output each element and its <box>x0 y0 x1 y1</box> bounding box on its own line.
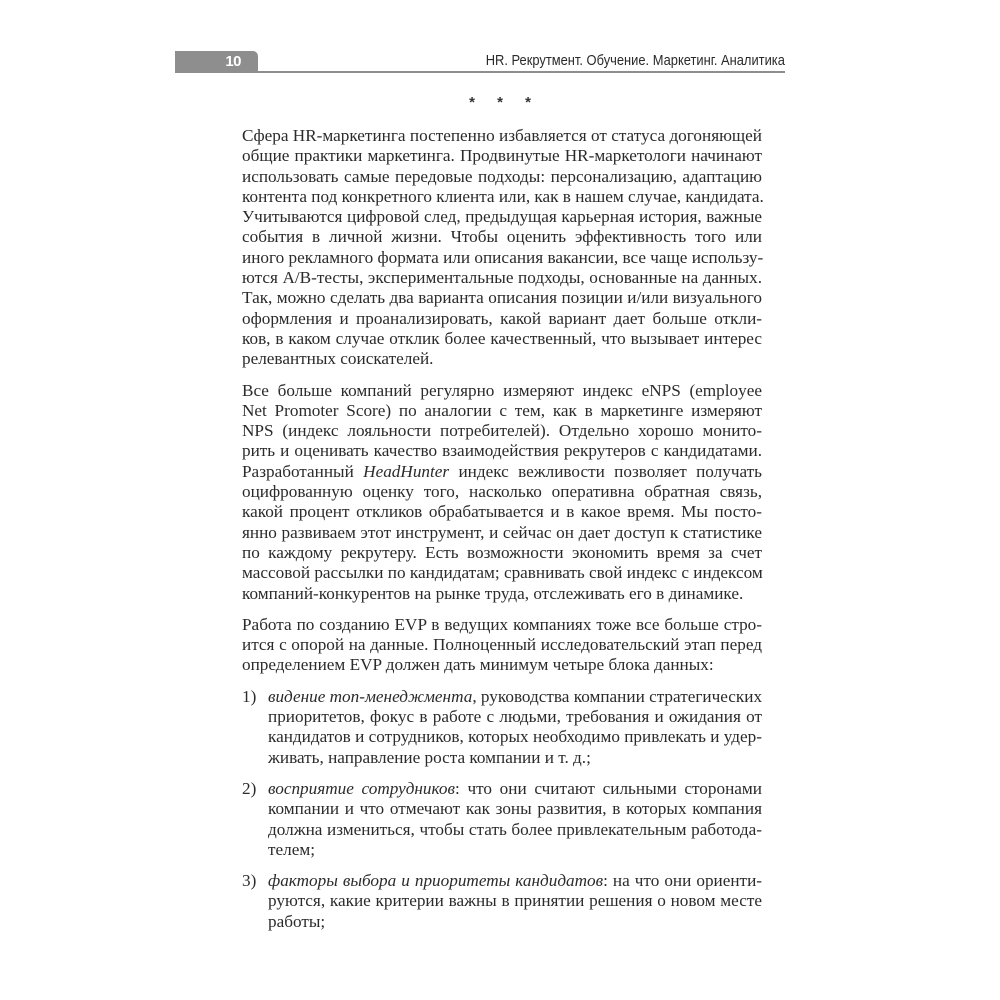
text-line: по каждому рекрутеру. Есть возможности экономить время за счет <box>242 542 762 562</box>
running-title: HR. Рекрутмент. Обучение. Маркетинг. Аналитика <box>485 52 785 69</box>
text-line: ются A/B-тесты, экспериментальные подходы, основанные на данных. <box>242 268 762 288</box>
text-line <box>268 871 762 891</box>
text-line: события в личной жизни. Чтобы оценить эффективность того или <box>242 227 762 247</box>
text-line: использовать самые передовые подходы: персонализацию, адаптацию <box>242 166 762 186</box>
text-line <box>268 687 762 707</box>
text-line: приоритетов, фокус в работе с людьми, требования и ожидания от <box>268 707 762 727</box>
text-line: общие практики маркетинга. Продвинутые HR-маркетологи начинают <box>242 146 762 166</box>
text-run: , руководства компании стратегических <box>472 686 763 706</box>
text-line: иного рекламного формата или описания вакансии, все чаще использу- <box>242 247 764 267</box>
text-line: определением EVP должен дать минимум четыре блока данных: <box>242 655 714 675</box>
text-line: Так, можно сделать два варианта описания позиции и/или визуального <box>242 288 762 308</box>
section-separator: * * * <box>469 94 540 111</box>
text-line: массовой рассылки по кандидатам; сравнивать свой индекс с индексом <box>242 563 763 583</box>
page-number: 10 <box>175 51 258 72</box>
text-line: Net Promoter Score) по аналогии с тем, как в маркетинге измеряют <box>242 400 762 420</box>
text-line: ков, в каком случае отклик более качественный, что вызывает интерес <box>242 328 762 348</box>
list-number: 2) <box>242 778 257 798</box>
text-line: Сфера HR-маркетинга постепенно избавляется от статуса догоняющей <box>242 126 762 145</box>
text-line: руются, какие критерии важны в принятии решения о новом месте <box>268 891 762 911</box>
list-item <box>242 687 762 768</box>
text-line: работы; <box>268 911 326 931</box>
text-line: NPS (индекс лояльности потребителей). Отдельно хорошо монито- <box>242 421 762 441</box>
text-line: оформления и проанализировать, какой вариант дает больше откли- <box>242 308 762 328</box>
text-line: живать, направление роста компании и т. д.; <box>268 747 591 767</box>
list-item <box>242 871 762 932</box>
text-line: Учитываются цифровой след, предыдущая карьерная история, важные <box>242 207 762 227</box>
text-run: индекс вежливости позволяет получать <box>449 461 762 481</box>
text-line: компании и что отмечают как зоны развития, в которых компания <box>268 799 762 819</box>
text-line: кандидатов и сотрудников, которых необходимо привлекать и удер- <box>268 727 762 747</box>
text-line: оцифрованную оценку того, насколько оперативна обратная связь, <box>242 482 762 502</box>
text-line: телем; <box>268 839 315 859</box>
text-line: должна измениться, чтобы стать более привлекательным работода- <box>268 819 762 839</box>
text-line: компаний-конкурентов на рынке труда, отслеживать его в динамике. <box>242 583 744 603</box>
text-line: релевантных соискателей. <box>242 349 434 369</box>
list-term: факторы выбора и приоритеты кандидатов <box>268 871 604 891</box>
list-item <box>242 779 762 860</box>
text-run: : что они считают сильными сторонами <box>454 778 762 798</box>
list-number: 3) <box>242 871 257 891</box>
list-term: видение топ-менеджмента <box>268 686 473 706</box>
text-run: Разработанный <box>242 461 364 481</box>
text-line: какой процент откликов обрабатывается и в какое время. Мы посто- <box>242 502 762 522</box>
running-head <box>175 51 785 73</box>
list-term: восприятие сотрудников <box>268 778 455 798</box>
text-run: : на что они ориенти- <box>603 871 762 891</box>
text-line: Все больше компаний регулярно измеряют индекс eNPS (employee <box>242 380 762 400</box>
text-line: контента под конкретного клиента или, как в нашем случае, кандидата. <box>242 186 764 206</box>
text-line: янно развиваем этот инструмент, и сейчас он дает доступ к статистике <box>242 522 762 542</box>
company-name: HeadHunter <box>363 461 450 481</box>
paragraph-2 <box>242 381 762 604</box>
text-line: рить и оценивать качество взаимодействия рекрутеров с кандидатами. <box>242 441 762 461</box>
numbered-list <box>242 687 762 932</box>
text-line <box>268 779 762 799</box>
text-line: ится с опорой на данные. Полноценный исследовательский этап перед <box>242 635 762 655</box>
header-rule <box>175 71 785 73</box>
text-line: Работа по созданию EVP в ведущих компаниях тоже все больше стро- <box>242 614 762 634</box>
paragraph-1 <box>242 126 762 370</box>
list-number: 1) <box>242 686 257 706</box>
body-text <box>242 126 762 943</box>
paragraph-3 <box>242 615 762 676</box>
text-line <box>242 462 762 482</box>
